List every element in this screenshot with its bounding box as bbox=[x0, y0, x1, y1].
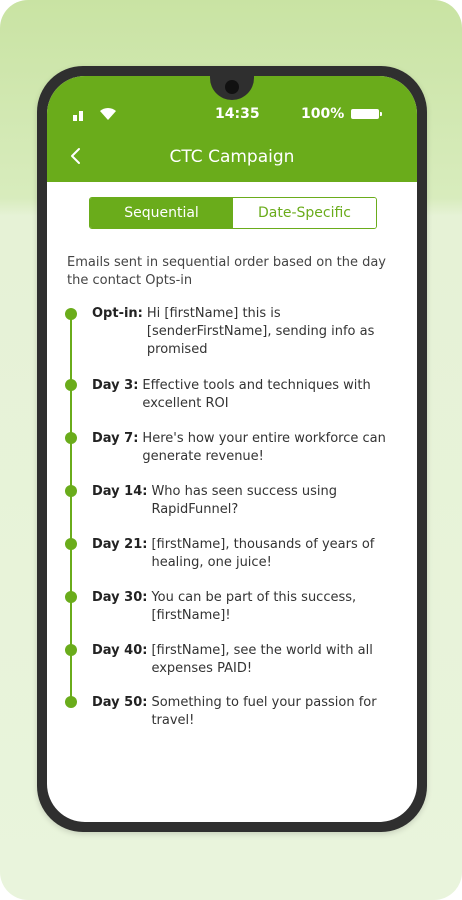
schedule-type-toggle bbox=[89, 197, 377, 229]
page-title: CTC Campaign bbox=[169, 147, 295, 167]
timeline-item-label: Day 3: bbox=[92, 378, 139, 393]
battery-icon bbox=[351, 109, 379, 119]
timeline-item-day-7 bbox=[92, 430, 392, 466]
timeline-dot bbox=[65, 485, 77, 497]
timeline-item-message: Something to fuel your passion for travel! bbox=[151, 695, 377, 728]
sequence-description: Emails sent in sequential order based on the day the contact Opts-in bbox=[67, 255, 386, 288]
timeline-dot bbox=[65, 591, 77, 603]
timeline-item-message: [firstName], see the world with all expenses PAID! bbox=[151, 643, 373, 676]
timeline-item-message: You can be part of this success, [firstName]! bbox=[151, 590, 357, 623]
timeline-item-day-50 bbox=[92, 694, 392, 730]
timeline-item-day-21 bbox=[92, 536, 392, 572]
timeline-item-message: Hi [firstName] this is [senderFirstName], sending info as promised bbox=[146, 306, 375, 357]
timeline-dot bbox=[65, 379, 77, 391]
timeline-item-message: Effective tools and techniques with excellent ROI bbox=[142, 378, 371, 411]
timeline-item-message: Here's how your entire workforce can generate revenue! bbox=[142, 431, 386, 464]
tab-date-specific[interactable]: Date-Specific bbox=[233, 198, 376, 228]
timeline-item-label: Day 14: bbox=[92, 484, 148, 499]
signal-icon bbox=[73, 109, 87, 121]
timeline-item-label: Day 40: bbox=[92, 643, 148, 658]
timeline-dot bbox=[65, 644, 77, 656]
wifi-icon bbox=[99, 107, 117, 121]
status-time: 14:35 bbox=[215, 106, 260, 122]
timeline-item-label: Day 21: bbox=[92, 537, 148, 552]
timeline-item-message: Who has seen success using RapidFunnel? bbox=[151, 484, 337, 517]
timeline-dot bbox=[65, 696, 77, 708]
phone-frame bbox=[37, 66, 427, 832]
timeline-dot bbox=[65, 432, 77, 444]
timeline-item-message: [firstName], thousands of years of healing, one juice! bbox=[151, 537, 375, 570]
timeline-dot bbox=[65, 538, 77, 550]
timeline-item-opt-in bbox=[92, 305, 392, 359]
battery-percentage: 100% bbox=[301, 106, 345, 122]
tab-sequential[interactable]: Sequential bbox=[90, 198, 233, 228]
timeline-item-day-40 bbox=[92, 642, 392, 678]
timeline-item-day-3 bbox=[92, 377, 392, 413]
timeline-item-label: Opt-in: bbox=[92, 306, 143, 321]
app-screen bbox=[47, 76, 417, 822]
camera-icon bbox=[225, 80, 239, 94]
timeline-item-day-30 bbox=[92, 589, 392, 625]
timeline-item-label: Day 30: bbox=[92, 590, 148, 605]
timeline-item-label: Day 7: bbox=[92, 431, 139, 446]
timeline-item-day-14 bbox=[92, 483, 392, 519]
timeline-item-label: Day 50: bbox=[92, 695, 148, 710]
timeline-dot bbox=[65, 308, 77, 320]
